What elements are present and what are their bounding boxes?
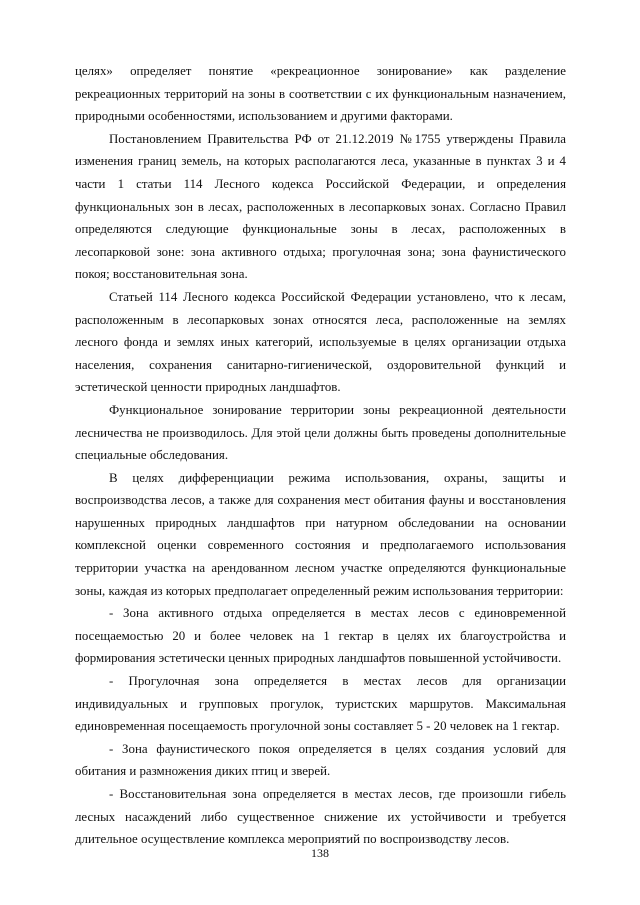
paragraph-zoning-definition: целях» определяет понятие «рекреационное зонирование» как разделение рекреационных территорий на зоны в соответствии с их функциональным назначением, природными особенностями, использованием и другими факторами. — [75, 64, 566, 124]
page-number: 138 — [311, 846, 329, 860]
paragraph-government-decree: Постановлением Правительства РФ от 21.12.2019 №1755 утверждены Правила изменения границ земель, на которых располагаются леса, указанные в пунктах 3 и 4 части 1 статьи 114 Лесного кодекса Российской Федерации, и определения функциональных зон в лесах, расположенных в лесопарковых зонах. Согласно Правил определяются следующие функциональные зоны в лесах, расположенных в лесопарковой зоне: зона активного отдыха; прогулочная зона; зона фаунистического покоя; восстановительная зона. — [75, 131, 566, 282]
paragraph-forest-code-article: Статьей 114 Лесного кодекса Российской Федерации установлено, что к лесам, расположенным в лесопарковых зонах относятся леса, расположенные на землях лесного фонда и землях иных категорий, используемые в целях организации отдыха населения, сохранения санитарно-гигиенической, оздоровительной функций и эстетической ценности природных ландшафтов. — [75, 289, 566, 395]
list-item-fauna-rest-zone: - Зона фаунистического покоя определяется в целях создания условий для обитания и размножения диких птиц и зверей. — [75, 741, 566, 779]
paragraph-differentiation-goals: В целях дифференциации режима использования, охраны, защиты и воспроизводства лесов, а также для сохранения мест обитания фауны и восстановления нарушенных природных ландшафтов при натурном обследовании на основании комплексной оценки современного состояния и предполагаемого использования территории участка на арендованном лесном участке определяются функциональные зоны, каждая из которых предполагает определенный режим использования территории: — [75, 470, 566, 598]
paragraph-zoning-not-performed: Функциональное зонирование территории зоны рекреационной деятельности лесничества не производилось. Для этой цели должны быть проведены дополнительные специальные обследования. — [75, 402, 566, 463]
list-item-walking-zone: - Прогулочная зона определяется в местах лесов для организации индивидуальных и групповых прогулок, туристских маршрутов. Максимальная единовременная посещаемость прогулочной зоны составляет 5 - 20 человек на 1 гектар. — [75, 674, 566, 734]
page-body — [75, 60, 566, 851]
list-item-restoration-zone: - Восстановительная зона определяется в местах лесов, где произошли гибель лесных насаждений либо существенное снижение их устойчивости и требуется длительное осуществление комплекса мероприятий по воспроизводству лесов. — [75, 787, 566, 847]
list-item-active-recreation-zone: - Зона активного отдыха определяется в местах лесов с единовременной посещаемостью 20 и более человек на 1 гектар в целях их благоустройства и формирования эстетически ценных природных ландшафтов повышенной устойчивости. — [75, 606, 566, 666]
